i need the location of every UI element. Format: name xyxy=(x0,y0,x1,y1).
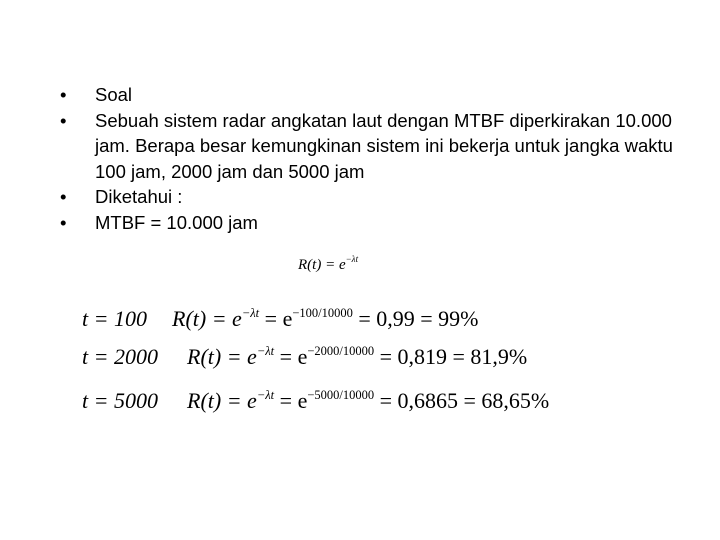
equation-lambda-exp: −λt xyxy=(256,344,275,358)
equation-exponent: −5000/10000 xyxy=(307,388,375,402)
bullet-item xyxy=(60,82,680,108)
equation-result: = 0,819 = 81,9% xyxy=(379,344,528,369)
equation-t: t = 5000 xyxy=(82,388,158,413)
equation-e: = e xyxy=(264,306,293,331)
equation-t: t = 2000 xyxy=(82,344,158,369)
equation-r: R(t) = e xyxy=(187,388,257,413)
equation-lambda-exp: −λt xyxy=(256,388,275,402)
bullet-dot-icon: • xyxy=(60,211,67,233)
equation-result: = 0,99 = 99% xyxy=(358,306,479,331)
bullet-text: MTBF = 10.000 jam xyxy=(95,211,258,233)
bullet-dot-icon: • xyxy=(60,186,67,207)
equation-t: t = 100 xyxy=(82,306,147,331)
bullet-dot-icon: • xyxy=(60,109,67,131)
bullet-item xyxy=(60,210,680,236)
bullet-text: Diketahui : xyxy=(95,186,183,207)
formula-exponent: −λt xyxy=(345,254,359,264)
bullet-list xyxy=(60,82,680,235)
formula-lhs: R(t) = e xyxy=(298,257,346,273)
equation-r: R(t) = e xyxy=(172,306,242,331)
bullet-text: Soal xyxy=(95,84,133,105)
equation-exponent: −100/10000 xyxy=(292,306,353,320)
reliability-formula xyxy=(298,254,358,274)
bullet-text: Sebuah sistem radar angkatan laut dengan MTBF diperkirakan 10.000 jam. Berapa besar kemungkinan sistem ini bekerja untuk jangka waktu 100 jam, 2000 jam dan 5000 jam xyxy=(95,109,673,182)
equation-r: R(t) = e xyxy=(187,344,257,369)
equation-lambda-exp: −λt xyxy=(241,306,260,320)
bullet-dot-icon: • xyxy=(60,84,67,105)
equation-row xyxy=(82,344,527,370)
equation-row xyxy=(82,388,549,414)
bullet-item xyxy=(60,108,680,185)
equation-exponent: −2000/10000 xyxy=(307,344,375,358)
equation-result: = 0,6865 = 68,65% xyxy=(379,388,550,413)
equation-e: = e xyxy=(279,344,308,369)
equation-e: = e xyxy=(279,388,308,413)
equation-row xyxy=(82,306,479,332)
bullet-item xyxy=(60,184,680,210)
